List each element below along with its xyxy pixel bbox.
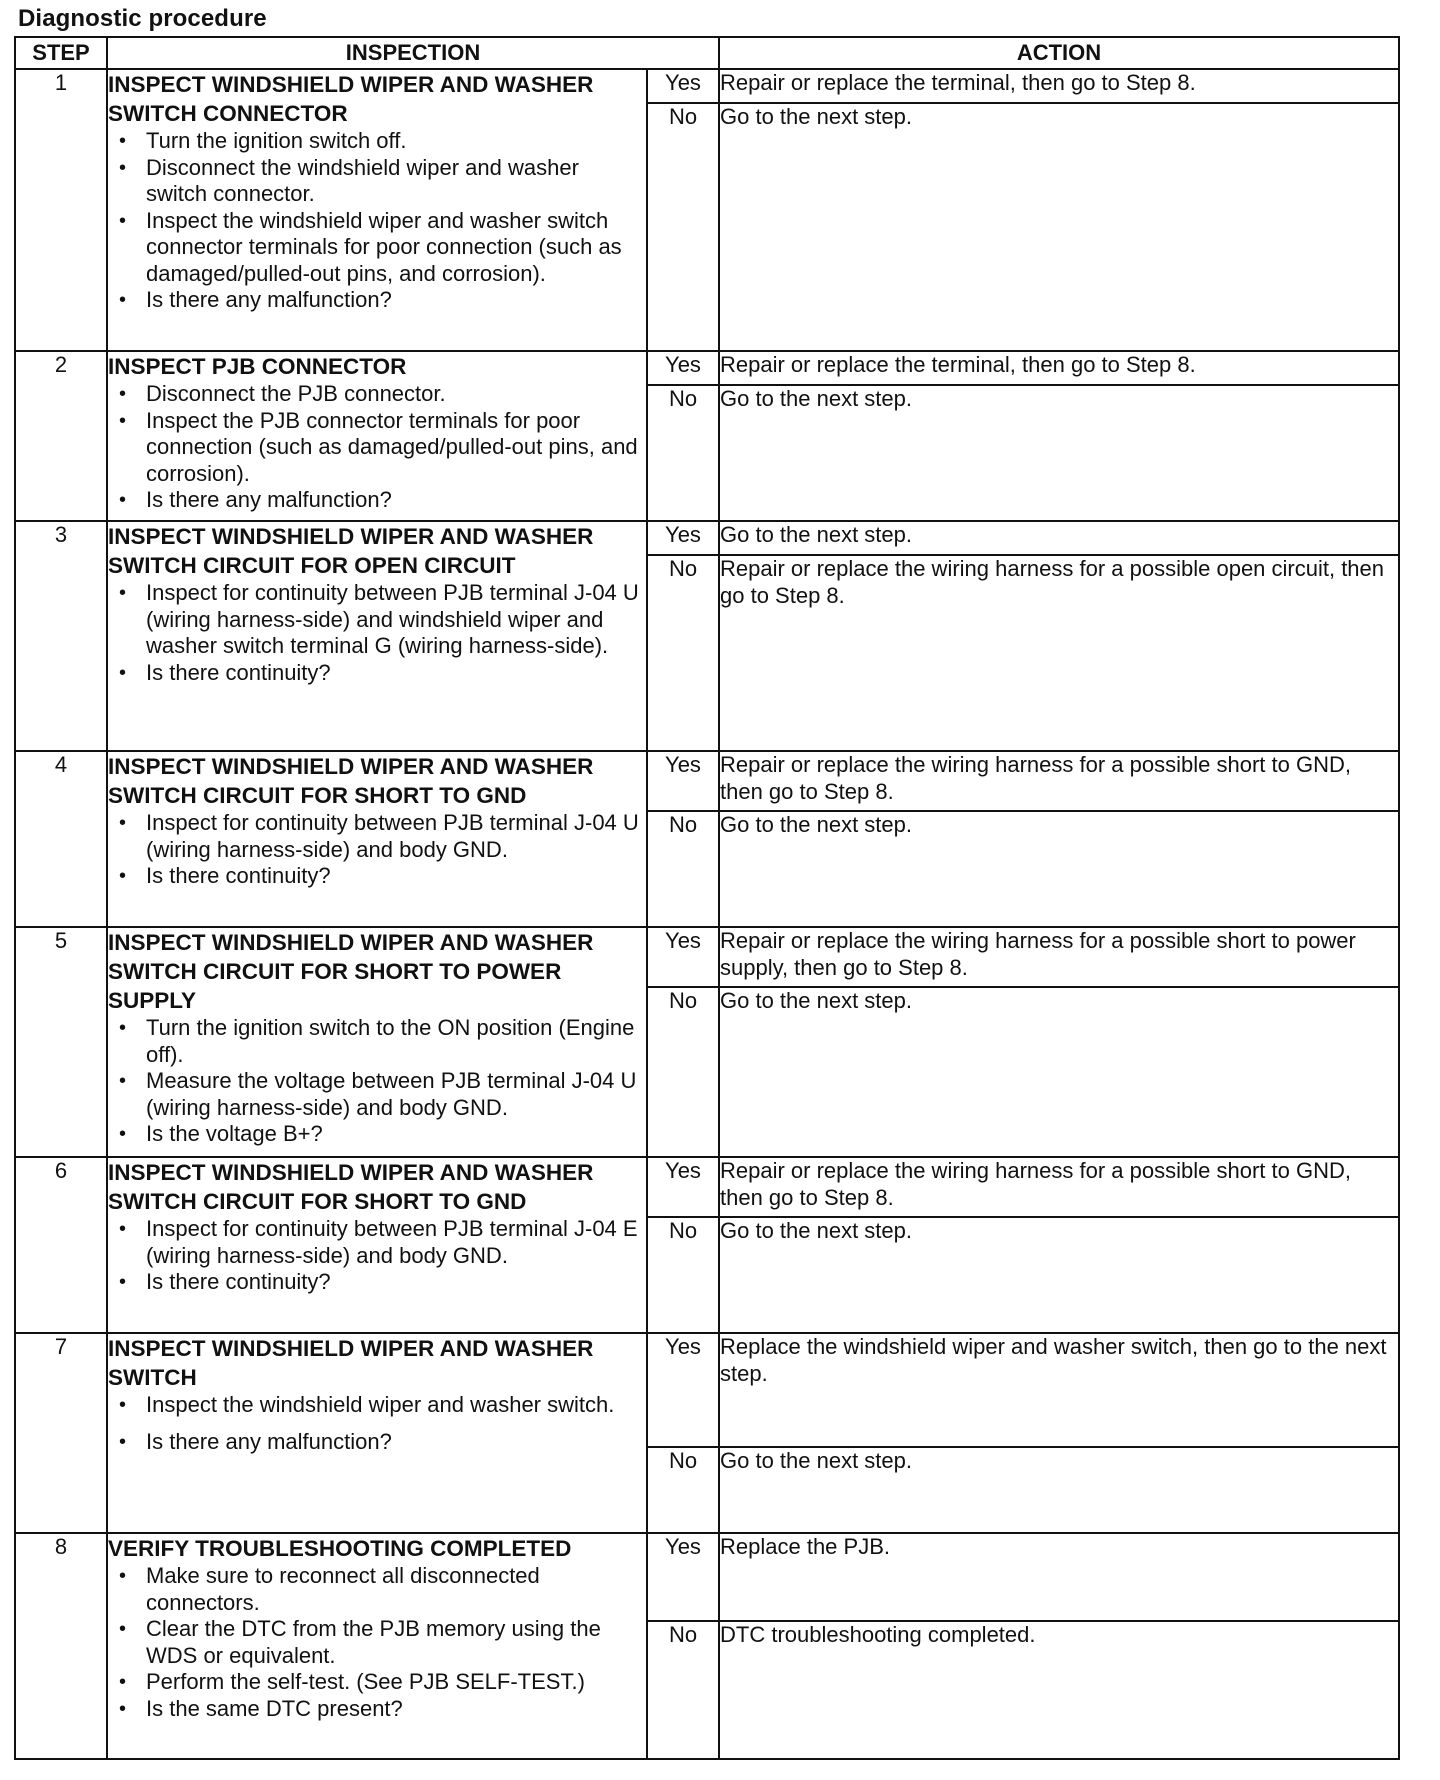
list-item [108,1616,646,1669]
step-number: 8 [15,1533,107,1759]
list-item [108,810,646,863]
list-item [108,408,646,488]
inspection-list [108,1015,646,1148]
list-item [108,1121,646,1148]
step-number: 5 [15,927,107,1157]
yes-action: Repair or replace the wiring harness for a possible short to GND, then go to Step 8. [719,1157,1399,1217]
table-row [15,927,1399,987]
inspection-cell [107,1533,647,1759]
bullet-text: Inspect the PJB connector terminals for poor connection (such as damaged/pulled-out pins, and corrosion). [146,407,638,486]
inspection-cell [107,521,647,751]
step-number: 2 [15,351,107,521]
inspection-title: INSPECT WINDSHIELD WIPER AND WASHER SWITCH CIRCUIT FOR SHORT TO GND [108,754,594,808]
bullet-icon: • [119,1271,127,1293]
bullet-icon: • [119,1565,127,1587]
no-action: Go to the next step. [719,1447,1399,1533]
table-row [15,751,1399,811]
inspection-list [108,1563,646,1722]
yes-label: Yes [647,69,719,103]
bullet-text: Is there continuity? [146,863,331,888]
inspection-list [108,1216,646,1296]
yes-action: Replace the windshield wiper and washer switch, then go to the next step. [719,1333,1399,1447]
inspection-cell [107,1157,647,1333]
table-row [15,1533,1399,1621]
inspection-list [108,381,646,514]
inspection-title: INSPECT WINDSHIELD WIPER AND WASHER SWITCH CIRCUIT FOR OPEN CIRCUIT [108,524,594,578]
yes-label: Yes [647,927,719,987]
list-item [108,155,646,208]
bullet-text: Is there any malfunction? [146,1428,392,1454]
bullet-text: Turn the ignition switch off. [146,128,407,153]
yes-action: Replace the PJB. [719,1533,1399,1621]
list-item [108,381,646,408]
yes-label: Yes [647,521,719,555]
step-number: 7 [15,1333,107,1533]
bullet-icon: • [119,1394,127,1416]
bullet-icon: • [119,289,127,311]
inspection-title: INSPECT WINDSHIELD WIPER AND WASHER SWITCH [108,1336,594,1390]
bullet-icon: • [119,1123,127,1145]
yes-label: Yes [647,1533,719,1621]
bullet-text: Is there any malfunction? [146,487,392,512]
bullet-text: Inspect for continuity between PJB terminal J-04 U (wiring harness-side) and windshield wiper and washer switch terminal G (wiring harness-side). [146,580,639,658]
list-item [108,1429,646,1456]
table-row [15,69,1399,103]
bullet-icon: • [119,1618,127,1640]
no-label: No [647,1217,719,1333]
bullet-text: Inspect the windshield wiper and washer switch. [146,1392,615,1417]
inspection-title: INSPECT WINDSHIELD WIPER AND WASHER SWITCH CIRCUIT FOR SHORT TO POWER SUPPLY [108,930,594,1013]
list-item [108,487,646,514]
yes-label: Yes [647,751,719,811]
bullet-icon: • [119,489,127,511]
no-label: No [647,555,719,751]
yes-action: Repair or replace the terminal, then go to Step 8. [719,69,1399,103]
inspection-cell [107,927,647,1157]
list-item [108,1269,646,1296]
list-item [108,1696,646,1723]
list-item [108,1563,646,1616]
bullet-text: Perform the self-test. (See PJB SELF-TEST.) [146,1669,585,1694]
bullet-text: Inspect the windshield wiper and washer switch connector terminals for poor connection (such as damaged/pulled-out pins, and corrosion). [146,207,622,286]
no-label: No [647,987,719,1157]
bullet-icon: • [119,865,127,887]
bullet-text: Disconnect the windshield wiper and washer switch connector. [146,154,579,206]
bullet-text: Is there continuity? [146,1269,331,1294]
yes-action: Repair or replace the terminal, then go to Step 8. [719,351,1399,385]
list-item [108,128,646,155]
no-label: No [647,811,719,927]
bullet-text: Is there any malfunction? [146,287,392,312]
bullet-icon: • [119,1671,127,1693]
bullet-text: Inspect for continuity between PJB terminal J-04 U (wiring harness-side) and body GND. [146,810,639,862]
bullet-icon: • [119,1430,127,1453]
no-action: Go to the next step. [719,385,1399,521]
table-header-row [15,37,1399,69]
no-action: DTC troubleshooting completed. [719,1621,1399,1759]
document-title: Diagnostic procedure [18,5,267,32]
yes-label: Yes [647,1157,719,1217]
no-label: No [647,1447,719,1533]
inspection-cell [107,751,647,927]
bullet-icon: • [119,130,127,152]
header-step: STEP [15,37,107,69]
bullet-icon: • [119,661,127,684]
inspection-list [108,1392,646,1455]
list-item [108,1216,646,1269]
bullet-text: Turn the ignition switch to the ON position (Engine off). [146,1015,635,1067]
bullet-icon: • [119,383,127,405]
inspection-title: INSPECT WINDSHIELD WIPER AND WASHER SWITCH CIRCUIT FOR SHORT TO GND [108,1160,594,1214]
header-action: ACTION [719,37,1399,69]
bullet-icon: • [119,1697,127,1720]
table-row [15,351,1399,385]
no-action: Go to the next step. [719,103,1399,351]
yes-action: Go to the next step. [719,521,1399,555]
inspection-title: INSPECT WINDSHIELD WIPER AND WASHER SWITCH CONNECTOR [108,72,594,126]
list-item [108,1015,646,1068]
bullet-icon: • [119,1070,127,1092]
list-item [108,660,646,687]
list-item [108,1068,646,1121]
inspection-list [108,580,646,686]
inspection-cell [107,351,647,521]
bullet-icon: • [119,812,127,834]
inspection-cell [107,1333,647,1533]
bullet-icon: • [119,1017,127,1039]
no-label: No [647,1621,719,1759]
yes-action: Repair or replace the wiring harness for a possible short to GND, then go to Step 8. [719,751,1399,811]
no-action: Go to the next step. [719,987,1399,1157]
inspection-list [108,810,646,890]
no-action: Repair or replace the wiring harness for a possible open circuit, then go to Step 8. [719,555,1399,751]
list-item [108,287,646,314]
table-row [15,1333,1399,1447]
step-number: 1 [15,69,107,351]
bullet-text: Is there continuity? [146,659,331,685]
step-number: 6 [15,1157,107,1333]
step-number: 4 [15,751,107,927]
list-item [108,580,646,660]
list-item [108,208,646,288]
bullet-text: Inspect for continuity between PJB terminal J-04 E (wiring harness-side) and body GND. [146,1216,638,1268]
table-row [15,521,1399,555]
list-item [108,1669,646,1696]
inspection-title: INSPECT PJB CONNECTOR [108,354,407,379]
inspection-list [108,128,646,314]
bullet-icon: • [119,1218,127,1240]
bullet-text: Make sure to reconnect all disconnected connectors. [146,1563,540,1615]
bullet-text: Is the same DTC present? [146,1695,403,1721]
diagnostic-table [14,36,1400,1760]
inspection-cell [107,69,647,351]
table-row [15,1157,1399,1217]
bullet-icon: • [119,209,127,232]
bullet-icon: • [119,409,127,432]
yes-action: Repair or replace the wiring harness for a possible short to power supply, then go to Step 8. [719,927,1399,987]
yes-label: Yes [647,1333,719,1447]
bullet-text: Measure the voltage between PJB terminal J-04 U (wiring harness-side) and body GND. [146,1068,637,1120]
list-item [108,1392,646,1419]
no-action: Go to the next step. [719,811,1399,927]
bullet-icon: • [119,582,127,604]
bullet-text: Clear the DTC from the PJB memory using the WDS or equivalent. [146,1616,601,1668]
step-number: 3 [15,521,107,751]
bullet-icon: • [119,156,127,179]
list-item [108,863,646,890]
header-inspection: INSPECTION [107,37,719,69]
no-label: No [647,385,719,521]
no-label: No [647,103,719,351]
yes-label: Yes [647,351,719,385]
bullet-text: Disconnect the PJB connector. [146,381,446,406]
inspection-title: VERIFY TROUBLESHOOTING COMPLETED [108,1536,572,1561]
bullet-text: Is the voltage B+? [146,1121,323,1146]
no-action: Go to the next step. [719,1217,1399,1333]
